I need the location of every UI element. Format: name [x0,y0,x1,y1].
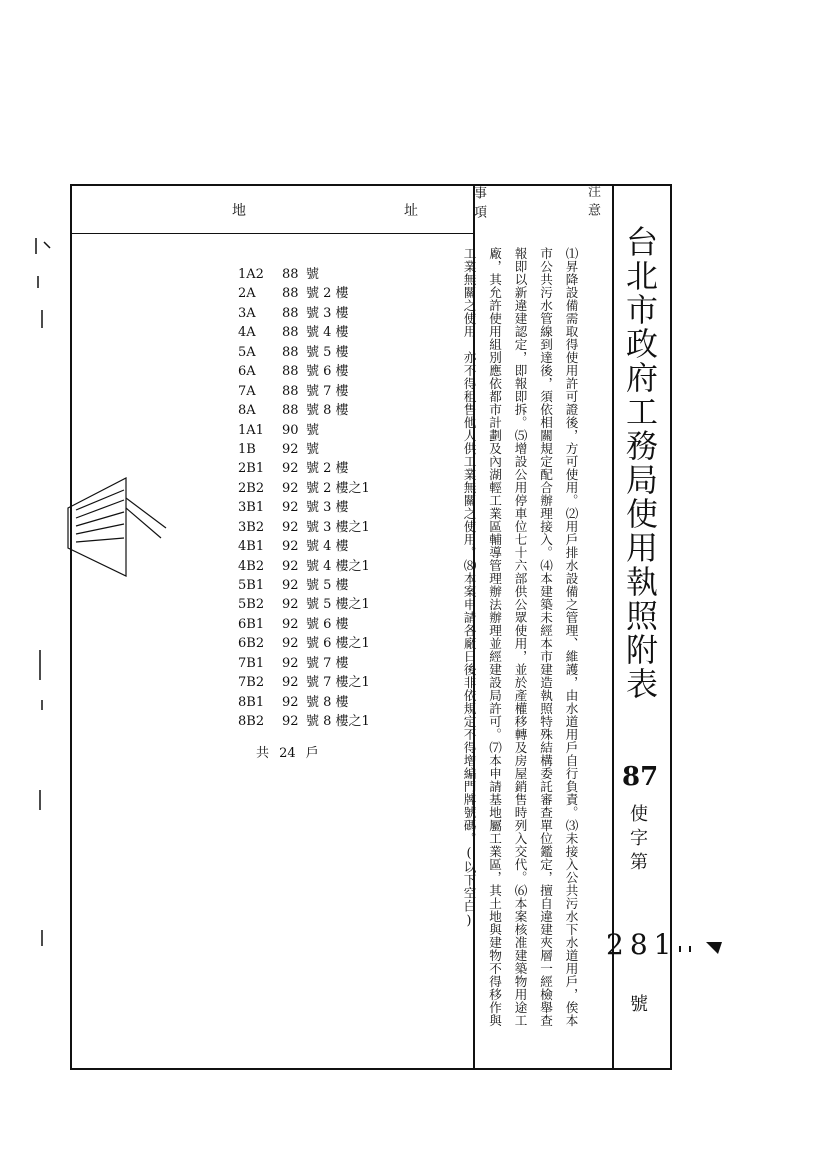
address-row [238,440,370,459]
address-row [238,498,370,517]
address-code: 4B1 [238,539,265,555]
address-row [238,323,370,342]
address-row [238,362,370,381]
address-num: 88 [282,364,299,380]
address-floor: 號 4 樓 [306,325,349,341]
address-floor: 號 3 樓 [306,305,349,321]
address-row [238,518,370,537]
notes-header-part2: 注意 [585,184,600,222]
address-num: 92 [282,714,299,730]
address-num: 88 [282,305,299,321]
address-row [238,382,370,401]
address-floor: 號 8 樓 [306,403,349,419]
address-code: 6B2 [238,636,265,652]
notes-header-part1: 事項 [471,186,486,224]
address-floor: 號 8 樓之1 [306,714,370,730]
address-code: 2B2 [238,480,265,496]
address-list [238,265,370,732]
address-num: 92 [282,539,299,555]
address-code: 5B1 [238,578,265,593]
address-num: 88 [282,325,299,341]
notes-text: ⑴昇降設備需取得使用許可證後，方可使用。⑵用戶排水設備之管理、維護，由水道用戶自行負責。⑶未接入公共污水下水道用戶，俟本市公共污水管線到達後，須依相關規定配合辦理接入。⑷本建築未經本市建造執照特殊結構委託審查單位鑑定，擅自違建夾層一經檢舉查報即以新違建認定，即報即拆。⑸增設公用停車位七十六部供公眾使用，並於產權移轉及房屋銷售時列入交代。⑹本案核准建築物用途工廠，其允許使用組別應依都市計劃及內湖輕工業區輔導管理辦法辦理並經建設局許可。⑺本申請基地屬工業區，其土地與建物不得移作與工業無關之使用，亦不得租售他人供工業無關之使用。⑻本案申請各廠日後非依規定不得增編門牌號碼。(以下空白) [461,247,579,1027]
address-num: 92 [282,519,299,535]
address-num: 92 [282,694,299,710]
address-code: 8B1 [238,694,265,710]
header-divider [70,233,474,234]
address-num: 88 [282,403,299,419]
address-num: 88 [282,286,299,302]
address-row [238,712,370,731]
address-code: 6A [238,364,256,380]
diagonal-stamp-mark [66,468,186,588]
address-code: 4B2 [238,558,265,574]
address-row [238,576,370,595]
address-floor: 號 5 樓 [306,578,349,593]
address-floor: 號 [306,441,320,457]
address-floor: 號 5 樓 [306,344,349,360]
permit-prefix: 使字第 [627,804,648,876]
address-code: 4A [238,325,256,341]
address-code: 3B1 [238,500,265,516]
address-row [238,537,370,556]
address-floor: 號 7 樓 [306,655,349,671]
address-num: 90 [282,422,299,438]
address-num: 92 [282,616,299,632]
address-code: 6B1 [238,616,265,632]
address-row [238,343,370,362]
address-row [238,615,370,634]
binding-edge-marks [28,230,58,950]
address-floor: 號 6 樓 [306,364,349,380]
address-code: 7B1 [238,655,265,671]
address-header-char1: 地 [232,203,246,219]
address-floor: 號 [306,422,320,438]
address-row [238,304,370,323]
address-row [238,673,370,692]
address-row [238,634,370,653]
address-row [238,421,370,440]
address-num: 88 [282,344,299,360]
address-code: 1A1 [238,422,264,438]
address-num: 92 [282,500,299,516]
address-num: 88 [282,383,299,399]
address-header-char2: 址 [404,203,418,219]
address-code: 3B2 [238,519,265,535]
corner-tick-mark [676,938,726,958]
address-floor: 號 8 樓 [306,694,349,710]
address-num: 92 [282,461,299,477]
address-row [238,265,370,284]
address-row [238,557,370,576]
address-num: 92 [282,558,299,574]
address-floor: 號 [306,267,320,282]
total-units: 共 24 戶 [256,746,319,761]
address-num: 92 [282,578,299,593]
permit-year: 87 [622,762,659,792]
address-code: 7B2 [238,675,265,691]
address-code: 1B [238,441,256,457]
address-floor: 號 2 樓 [306,461,349,477]
address-row [238,654,370,673]
address-floor: 號 6 樓之1 [306,636,370,652]
address-code: 5A [238,344,256,360]
permit-number: 281 [606,928,678,961]
address-floor: 號 4 樓 [306,539,349,555]
address-num: 92 [282,675,299,691]
address-num: 92 [282,636,299,652]
address-num: 88 [282,267,299,282]
address-code: 8B2 [238,714,265,730]
address-code: 2A [238,286,256,302]
address-floor: 號 2 樓之1 [306,480,370,496]
address-floor: 號 4 樓之1 [306,558,370,574]
address-code: 3A [238,305,256,321]
address-floor: 號 6 樓 [306,616,349,632]
address-num: 92 [282,441,299,457]
permit-suffix: 號 [627,994,648,1012]
address-code: 5B2 [238,597,265,613]
address-floor: 號 3 樓 [306,500,349,516]
address-row [238,479,370,498]
address-code: 8A [238,403,256,419]
address-num: 92 [282,655,299,671]
address-code: 1A2 [238,267,264,282]
address-code: 2B1 [238,461,265,477]
address-floor: 號 5 樓之1 [306,597,370,613]
address-num: 92 [282,480,299,496]
address-code: 7A [238,383,256,399]
address-row [238,284,370,303]
address-row [238,401,370,420]
document-title: 台北市政府工務局使用執照附表 [621,225,659,701]
address-floor: 號 7 樓之1 [306,675,370,691]
address-floor: 號 3 樓之1 [306,519,370,535]
address-row [238,459,370,478]
address-row [238,595,370,614]
address-num: 92 [282,597,299,613]
address-floor: 號 7 樓 [306,383,349,399]
address-floor: 號 2 樓 [306,286,349,302]
address-row [238,693,370,712]
